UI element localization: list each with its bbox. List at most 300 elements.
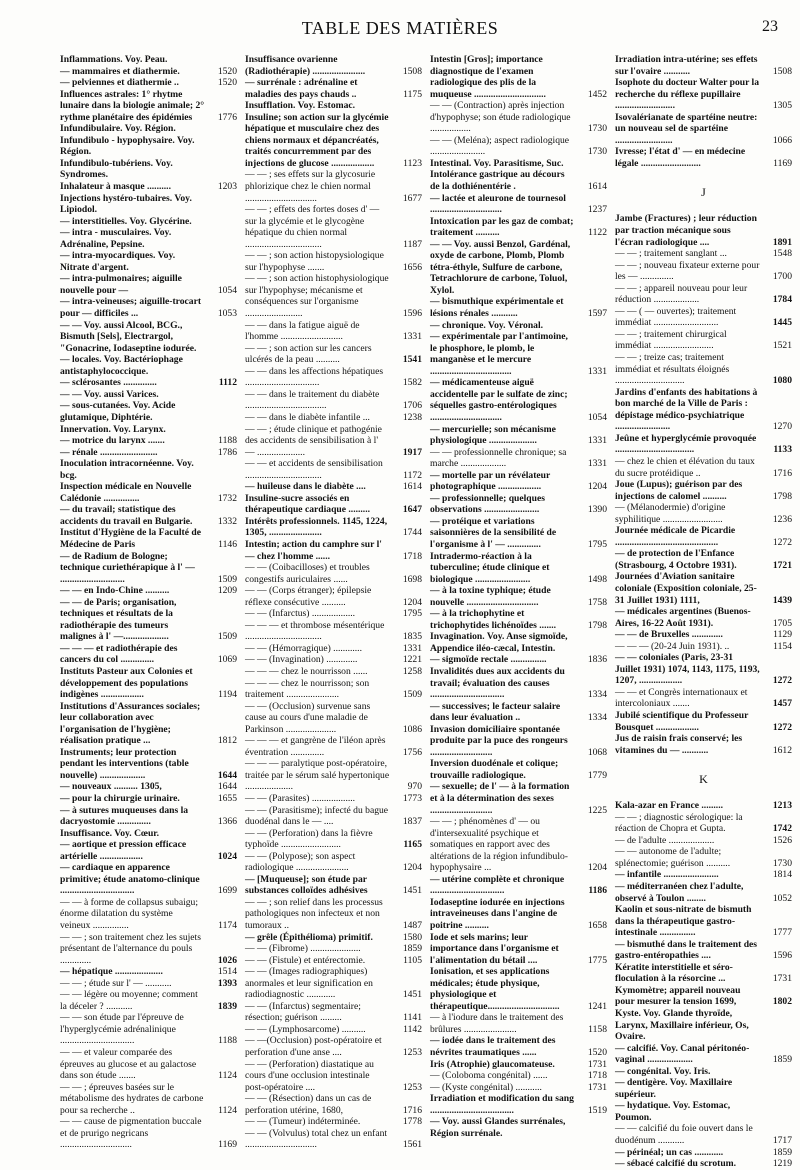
index-entry-page: 1859 — [772, 1146, 792, 1158]
index-entry-text: Insuffisance ovarienne (Radiothérapie) ...................... — [245, 54, 366, 77]
index-entry — [615, 1008, 792, 1043]
index-entry-text: Ionisation, et ses applications médicales; étude physique, physiologique et thérapeutique.............................. — [430, 966, 560, 1012]
index-entry-page: 1272 — [772, 675, 792, 687]
index-entry-page: 1123 — [403, 157, 422, 169]
index-entry — [60, 66, 237, 78]
index-entry-text: — — — (20-24 Juin 1931). .. — [615, 640, 730, 652]
index-entry-text: — — coloniales (Paris, 23-31 Juillet 1931) 1074, 1143, 1175, 1193, 1207, .................. — [615, 652, 760, 687]
index-entry-text: — dentigère. Voy. Maxillaire supérieur. — [615, 1077, 733, 1100]
index-entry — [430, 1070, 607, 1082]
index-entry — [615, 1100, 792, 1123]
index-entry-page: 1859 — [772, 1054, 792, 1066]
index-entry-page: 1698 — [402, 573, 422, 585]
index-entry — [60, 978, 237, 990]
index-entry — [245, 874, 422, 897]
index-entry-text: — sclérosantes .............. — [60, 377, 157, 389]
index-entry — [615, 733, 792, 756]
index-entry-page: 1519 — [587, 1104, 607, 1116]
index-entry — [60, 135, 237, 158]
index-entry-text: — bismuthé dans le traitement des gastro-entéropathies .... — [615, 938, 758, 962]
index-entry-page: 1331 — [587, 365, 607, 377]
index-entry-text: — — — et thrombose mésentérique ................................ — [245, 619, 385, 643]
index-entry-text: — — ; son relief dans les processus pathologiques non infecteux et non tumoraux .. — [245, 896, 383, 932]
index-spacer — [615, 203, 792, 213]
index-entry-text: Kymomètre; appareil nouveau pour mesurer la tension 1699, — [615, 984, 741, 1008]
index-entry-text: — — — chez le nourrisson; son traitement ...................... — [245, 677, 370, 701]
index-entry — [60, 828, 237, 840]
index-entry — [430, 516, 607, 551]
index-entry-page: 1366 — [217, 816, 237, 828]
index-entry-page: 1514 — [217, 966, 237, 978]
index-entry-text: Intérêts professionnels. 1145, 1224, 1305, ...................... — [245, 515, 388, 539]
index-entry-text: — — (Parasites) .................. — [245, 793, 356, 804]
index-entry-page: 1124 — [218, 1104, 237, 1116]
index-entry — [60, 181, 237, 193]
index-entry-page: 1716 — [772, 467, 792, 479]
index-entry-text: — (Coloboma congénital) ...... — [430, 1070, 548, 1082]
index-entry-text: — — — et radiothérapie des cancers du col .............. — [60, 642, 178, 666]
index-entry-text: — — autonome de l'adulte; splénectomie; guérison .......... — [615, 846, 731, 869]
index-entry-page: 1731 — [587, 1058, 607, 1070]
index-entry-text: Inversion duodénale et colique; trouvaille radiologique. — [430, 758, 559, 781]
index-entry-page: 1393 — [217, 977, 237, 989]
index-entry-text: — hépatique .................... — [60, 966, 163, 978]
index-entry — [60, 273, 237, 296]
index-entry — [615, 479, 792, 502]
index-entry-text: Intestin; action du camphre sur l' — chez l'homme ...... — [245, 538, 382, 562]
index-entry-page: 1778 — [402, 1116, 422, 1128]
index-entry — [615, 387, 792, 433]
index-entry-page: 1731 — [587, 1081, 607, 1093]
index-entry-page: 1596 — [402, 308, 422, 320]
index-entry-page: 1716 — [402, 1104, 422, 1116]
index-entry-text: — — dans les affections hépatiques ............................... — [245, 365, 384, 389]
index-entry-page: 1203 — [217, 181, 237, 193]
index-entry-page: 1188 — [218, 435, 237, 447]
index-entry-page: 1124 — [218, 1070, 237, 1082]
index-entry-text: Invasion domiciliaire spontanée produite par la puce des rongeurs .......................... — [430, 723, 568, 758]
index-entry-page: 1069 — [217, 654, 237, 666]
index-entry — [430, 966, 607, 1012]
index-entry — [430, 654, 607, 666]
index-entry-text: Innervation. Voy. Larynx. — [60, 423, 166, 435]
index-entry-text: — locales. Voy. Bactériophage antistaphylococcique. — [60, 354, 183, 377]
index-entry-text: Iris (Atrophie) glaucomateuse. — [430, 1058, 555, 1070]
index-entry — [60, 666, 237, 701]
index-entry — [615, 939, 792, 962]
index-entry-page: 1705 — [772, 617, 792, 629]
index-entry-page: 1175 — [403, 88, 422, 100]
index-entry — [245, 1001, 422, 1024]
index-entry-page: 1272 — [772, 536, 792, 548]
index-entry-text: Institutions d'Assurances sociales; leur collaboration avec l'organisation de l'hygiène; réalisation pratique ... — [60, 700, 201, 747]
index-entry-page: 1509 — [217, 573, 237, 585]
index-entry-text: — — (Images radiographiques) anormales et leur signification en radiodiagnostic ............ — [245, 966, 373, 1001]
index-entry-page: 1773 — [402, 793, 422, 804]
index-entry-page: 1253 — [402, 1081, 422, 1093]
index-entry — [60, 227, 237, 250]
index-entry — [245, 343, 422, 366]
index-entry-page: 1891 — [772, 236, 792, 248]
index-entry-page: 1238 — [402, 411, 422, 423]
index-entry-page: 1521 — [772, 340, 792, 352]
index-entry-page: 1835 — [402, 631, 422, 643]
index-entry-text: — — calcifié du foie ouvert dans le duodénum ........... — [615, 1123, 753, 1147]
index-entry-page: 1451 — [402, 989, 422, 1001]
index-entry — [60, 447, 237, 459]
index-entry-text: Kyste. Voy. Glande thyroïde, Larynx, Maxillaire inférieur, Os, Ovaire. — [615, 1008, 749, 1043]
index-entry — [245, 389, 422, 412]
index-entry-page: 1452 — [587, 88, 607, 100]
index-entry-page: 1158 — [588, 1023, 607, 1035]
index-entry-page: 1656 — [402, 261, 422, 273]
index-entry-text: — — (Tumeur) indéterminée. — [245, 1116, 361, 1128]
index-entry — [615, 812, 792, 835]
index-entry-page: 1786 — [217, 446, 237, 458]
index-entry-text: Inhalateur à masque .......... — [60, 181, 171, 193]
index-entry-page: 1508 — [402, 65, 422, 77]
index-entry-text: — — et valeur comparée des épreuves au glucose et au galactose dans son étude ....... — [60, 1047, 197, 1082]
index-entry-page: 1795 — [587, 538, 607, 550]
index-entry — [245, 608, 422, 620]
index-entry — [245, 654, 422, 666]
index-entry-text: — intra-myocardiques. Voy. Nitrate d'argent. — [60, 250, 176, 273]
index-entry-text: — infantile ....................... — [615, 869, 719, 881]
index-entry-text: — — dans la fatigue aiguë de l'homme .......................... — [245, 319, 360, 343]
index-entry — [245, 481, 422, 493]
index-entry — [430, 158, 607, 170]
index-entry-page: 1699 — [217, 885, 237, 897]
index-entry — [60, 597, 237, 643]
index-entry-page: 1165 — [403, 839, 422, 851]
index-entry — [60, 1047, 237, 1082]
index-entry-text: Inspection médicale en Nouvelle Calédonie ............... — [60, 481, 192, 504]
index-entry-page: 1188 — [218, 1035, 237, 1047]
index-entry-text: — — et Congrès internationaux et intercoloniaux ....... — [615, 686, 748, 710]
index-entry-text: — — (Invagination) ............. — [245, 654, 358, 666]
index-entry-page: 1795 — [402, 608, 422, 620]
index-entry-page: 1644 — [217, 769, 237, 781]
index-entry-text: — — ; son traitement chez les sujets présentant de l'alternance du pouls ............. — [60, 931, 201, 966]
index-entry — [615, 502, 792, 525]
index-entry-page: 1520 — [587, 1047, 607, 1059]
index-entry-text: J — [701, 185, 706, 200]
index-entry-text: Infundibulo - hypophysaire. Voy. Région. — [60, 134, 195, 158]
index-entry-text: Irradiation et modification du sang ................................... — [430, 1093, 574, 1116]
index-entry-text: — — (Contraction) après injection d'hypophyse; son étude radiologique ................. — [430, 100, 571, 135]
index-entry-page: 1174 — [218, 920, 237, 932]
index-entry — [245, 678, 422, 701]
index-entry-text: Invagination. Voy. Anse sigmoïde, Appendice iléo-cæcal, Intestin. — [430, 631, 568, 654]
index-entry-text: — iodée dans le traitement des névrites traumatiques ...... — [430, 1035, 556, 1059]
index-entry — [60, 77, 237, 89]
index-entry-page: 1204 — [402, 596, 422, 608]
index-entry-text: — — dans le traitement du diabète .................................. — [245, 388, 380, 412]
index-entry-text: Intoxication par les gaz de combat; traitement .......... — [430, 215, 574, 239]
index-entry — [430, 1116, 607, 1139]
index-entry-page: 1237 — [587, 204, 607, 216]
index-entry-text: — — ; traitement chirurgical immédiat ......................... — [615, 328, 727, 352]
index-entry-text: — intra-pulmonaires; aiguille nouvelle pour — — [60, 273, 182, 296]
index-entry-page: 1024 — [217, 850, 237, 862]
index-entry — [430, 1035, 607, 1058]
index-entry-page: 1487 — [402, 920, 422, 932]
index-entry-text: — — (Volvulus) total chez un enfant .............................. — [245, 1127, 388, 1151]
index-entry — [60, 193, 237, 216]
index-entry — [245, 458, 422, 481]
index-entry-page: 1331 — [587, 458, 607, 470]
index-entry — [60, 781, 237, 793]
index-entry-text: — expérimentale par l'antimoine, le phosphore, le plomb, le manganèse et le mercure .................................. — [430, 331, 568, 377]
index-entry-page: 1204 — [587, 481, 607, 493]
index-entry — [615, 800, 792, 812]
index-entry-text: Intradermo-réaction à la tuberculine; étude clinique et biologique ....................... — [430, 550, 550, 585]
index-entry-text: Insufflation. Voy. Estomac. — [245, 100, 356, 112]
index-entry-page: 1141 — [403, 1012, 422, 1024]
index-column-3 — [430, 54, 607, 1139]
index-entry — [615, 1158, 792, 1170]
index-entry-text: Infundibulaire. Voy. Région. — [60, 123, 176, 135]
index-entry — [615, 112, 792, 147]
index-entry-text: — lactée et aleurone de tournesol .............................. — [430, 192, 566, 216]
index-entry-page: 1798 — [587, 619, 607, 631]
index-entry-page: 1225 — [587, 804, 607, 816]
index-entry-text: — à sutures muqueuses dans la dacryostomie .............. — [60, 804, 189, 828]
index-entry — [430, 701, 607, 724]
index-entry — [615, 985, 792, 1008]
index-entry-page: 1779 — [587, 769, 607, 781]
index-entry — [60, 504, 237, 527]
index-entry-text: — médicales argentines (Buenos-Aires, 16-22 Août 1931). — [615, 606, 751, 629]
index-entry — [60, 389, 237, 401]
index-entry — [615, 606, 792, 629]
index-entry-text: — grêle (Épithélioma) primitif. — [245, 931, 373, 943]
index-entry — [615, 641, 792, 653]
index-entry-page: 1457 — [772, 698, 792, 710]
index-entry-text: Jambe (Fractures) ; leur réduction par traction mécanique sous l'écran radiologique .... — [615, 213, 757, 248]
index-entry-text: — — ; traitement sanglant ... — [615, 248, 727, 260]
index-entry-text: Isovalérianate de spartéine neutre: un nouveau sel de spartéine ........................ — [615, 111, 758, 146]
index-entry-page: 1129 — [773, 629, 792, 641]
index-entry-text: — mortelle par un révélateur photographique .................. — [430, 469, 551, 493]
index-entry — [430, 135, 607, 158]
index-entry — [245, 539, 422, 562]
index-entry-page: 1154 — [773, 640, 792, 652]
index-entry-page: 1730 — [587, 146, 607, 158]
index-entry-text: — — professionnelle chronique; sa marche ................... — [430, 446, 567, 470]
index-entry-text: — sous-cutanées. Voy. Acide glutamique, Diphtérie. — [60, 400, 176, 423]
index-entry — [60, 54, 237, 66]
index-entry-text: — — légère ou moyenne; comment la déceler ? ........... — [60, 989, 198, 1012]
index-entry-text: — (Kyste congénital) ........... — [430, 1081, 542, 1093]
index-entry-text: — (Mélanodermie) d'origine syphilitique ......................... — [615, 502, 726, 525]
index-entry-text: Jardins d'enfants des habitations à bon marché de la Ville de Paris : dépistage médico-psychiatrique ....................... — [615, 386, 758, 433]
index-entry-text: — pelviennes et diathermie .. — [60, 77, 179, 89]
index-entry — [60, 862, 237, 897]
index-entry — [245, 735, 422, 758]
index-entry-page: 1812 — [217, 735, 237, 747]
index-entry — [60, 1082, 237, 1117]
index-entry-page: 1836 — [587, 654, 607, 666]
index-entry — [430, 1082, 607, 1094]
index-entry — [430, 724, 607, 759]
index-entry-text: — à l'iodure dans le traitement des brûlures ...................... — [430, 1012, 564, 1035]
index-entry — [615, 629, 792, 641]
index-entry-text: Jus de raisin frais conservé; les vitamines du — ........... — [615, 733, 743, 756]
index-entry-page: 1732 — [217, 492, 237, 504]
index-spacer — [615, 756, 792, 766]
index-entry-page: 1169 — [218, 1139, 237, 1151]
index-entry-text: Intestinal. Voy. Parasitisme, Suc. — [430, 157, 564, 169]
index-entry — [245, 932, 422, 944]
index-entry-page: 1721 — [772, 559, 792, 571]
index-entry-text: — congénital. Voy. Iris. — [615, 1065, 711, 1077]
index-entry-text: — — ; son action histophysiologique sur l'hypophyse; mécanisme et conséquences sur l'organisme ........................ — [245, 273, 389, 320]
index-entry-page: 1526 — [772, 834, 792, 846]
index-entry-page: 1334 — [587, 712, 607, 724]
index-entry-text: — — (Fistule) et entérectomie. — [245, 954, 366, 966]
index-entry — [60, 481, 237, 504]
index-entry-page: 1756 — [402, 746, 422, 758]
index-entry-page: 1054 — [217, 284, 237, 296]
index-entry-page: 1209 — [217, 585, 237, 597]
index-entry — [60, 989, 237, 1012]
index-entry — [615, 77, 792, 112]
index-entry-page: 1784 — [772, 294, 792, 306]
index-entry-text: — — Voy. aussi Benzol, Gardénal, oxyde de carbone, Plomb, Plomb tétra-éthyle, Sulfure de carbone, Tetrachlorure de carbone, Toluol, Xylol. — [430, 238, 571, 296]
index-entry — [60, 527, 237, 550]
index-entry — [245, 966, 422, 1001]
index-entry-text: Kaolin et sous-nitrate de bismuth dans la thérapeutique gastro-intestinale ............... — [615, 904, 752, 939]
index-entry-text: Insuffisance. Voy. Cœur. — [60, 827, 160, 839]
index-entry-page: 1331 — [402, 642, 422, 654]
index-entry-text: — périnéal; un cas ............ — [615, 1146, 724, 1158]
index-entry-text: — hydatique. Voy. Estomac, Poumon. — [615, 1100, 731, 1123]
index-entry-text: — — (Infarctus) segmentaire; résection; guérison ......... — [245, 1000, 361, 1024]
index-entry-text: — — (Hémorragique) ............ — [245, 642, 362, 654]
index-entry-text: Intestin [Gros]; importance diagnostique de l'examen radiologique des plis de la muqueuse .............................. — [430, 54, 546, 100]
index-entry-page: 1068 — [587, 746, 607, 758]
index-entry — [615, 433, 792, 456]
index-entry-text: — interstitielles. Voy. Glycérine. — [60, 215, 192, 227]
index-entry-page: 1509 — [402, 689, 422, 701]
index-entry-page: 1439 — [772, 594, 792, 606]
index-entry-text: — surrénale : adrénaline et maladies des pays chauds .. — [245, 77, 358, 100]
index-entry-text: — cardiaque en apparence primitive; étude anatomo-clinique ............................... — [60, 862, 200, 897]
index-entry-text: — — (Occlusion) survenue sans cause au cours d'une maladie de Parkinson ..................... — [245, 700, 371, 735]
index-entry-text: — — de Paris; organisation, techniques et résultats de la radiothérapie des tumeurs malignes à l' —................... — [60, 596, 177, 643]
index-entry — [615, 525, 792, 548]
index-entry-text: — — (Polypose); son aspect radiologique ...................... — [245, 850, 356, 874]
index-entry — [615, 329, 792, 352]
index-letter-heading — [615, 770, 792, 788]
index-entry-page: 1541 — [402, 354, 422, 366]
index-entry — [430, 932, 607, 967]
index-entry-page: 1700 — [772, 271, 792, 283]
index-entry — [430, 897, 607, 932]
index-entry — [615, 1123, 792, 1146]
index-entry-text: Influences astrales: 1° rhytme lunaire dans la biologie animale; 2° rythme planétaire des épidémies — [60, 88, 205, 123]
index-entry — [245, 955, 422, 967]
index-entry-page: 1451 — [402, 885, 422, 897]
index-entry-page: 1777 — [772, 927, 792, 939]
index-entry — [430, 470, 607, 493]
index-entry — [245, 643, 422, 655]
index-entry — [430, 296, 607, 319]
index-entry-text: Isophote du docteur Walter pour la recherche du réflexe pupillaire ......................... — [615, 77, 760, 112]
index-entry-text: — mercurielle; son mécanisme physiologique .................... — [430, 423, 556, 447]
index-entry-text: — — ; ses effets sur la glycosurie phlorizique chez le chien normal .............................. — [245, 169, 376, 204]
index-entry — [60, 701, 237, 747]
index-entry-page: 1066 — [772, 134, 792, 146]
index-entry — [60, 250, 237, 273]
index-entry — [60, 966, 237, 978]
index-entry-page: 1445 — [772, 317, 792, 329]
index-entry-text: — — (Infarctus) .................. — [245, 608, 356, 620]
index-entry-page: 1839 — [217, 1000, 237, 1012]
index-entry — [430, 447, 607, 470]
index-entry-text: — méditerranéen chez l'adulte, observé à Toulon ........ — [615, 881, 744, 904]
index-entry — [615, 869, 792, 881]
index-entry-page: 1213 — [772, 800, 792, 812]
index-entry-text: — — ; son action histopysiologique sur l'hypophyse ....... — [245, 250, 384, 273]
index-entry-page: 1597 — [587, 308, 607, 320]
index-entry-text: Invalidités dues aux accidents du travail; évaluation des causes ............................... — [430, 665, 565, 701]
index-entry — [430, 169, 607, 192]
index-entry-text: Jeûne et hyperglycémie provoquée ................................. — [615, 432, 757, 456]
index-entry-text: — — ( — ouvertes); traitement immédiat ........................... — [615, 305, 737, 329]
index-entry-page: 1520 — [217, 77, 237, 89]
index-entry — [430, 216, 607, 239]
index-entry-text: — — (Résection) dans un cas de perforation utérine, 1680, — [245, 1093, 372, 1116]
index-entry-page: 1776 — [217, 111, 237, 123]
index-entry-page: 1334 — [587, 689, 607, 701]
index-entry — [430, 758, 607, 781]
index-entry-text: Infundibulo-tubériens. Voy. Syndromes. — [60, 157, 173, 181]
index-entry — [245, 100, 422, 112]
index-entry-page: 1204 — [587, 862, 607, 874]
index-entry-text: K — [699, 772, 708, 787]
index-entry-page: 1580 — [402, 931, 422, 943]
index-entry-text: — huileuse dans le diabète .... — [245, 481, 366, 493]
index-entry-page: 1614 — [587, 181, 607, 193]
index-entry-page: 970 — [407, 781, 422, 793]
page-number: 23 — [762, 18, 778, 35]
index-entry — [245, 1059, 422, 1094]
index-entry-page: 1331 — [402, 331, 422, 343]
index-entry — [430, 239, 607, 297]
index-entry — [245, 273, 422, 319]
index-entry — [430, 193, 607, 216]
index-entry-page: 1498 — [587, 573, 607, 585]
index-entry-text: — à la trichophytine et trichophytides lichénoïdes ....... — [430, 608, 557, 631]
index-entry — [60, 793, 237, 805]
index-entry-text: — — ; treize cas; traitement immédiat et résultats éloignés ............................. — [615, 352, 730, 387]
index-entry — [615, 283, 792, 306]
index-entry-text: — — ; nouveau fixateur externe pour les — .............. — [615, 259, 760, 283]
index-entry-page: 1194 — [218, 689, 237, 701]
index-entry — [245, 1035, 422, 1058]
index-entry — [60, 551, 237, 586]
index-entry — [60, 435, 237, 447]
index-entry-text: — — dans le diabète infantile ... — [245, 411, 370, 423]
index-entry-text: Joue (Lupus); guérison par des injections de calomel .......... — [615, 479, 743, 502]
index-entry — [245, 620, 422, 643]
index-entry-text: — Voy. aussi Glandes surrénales, Région surrénale. — [430, 1116, 566, 1139]
index-entry-page: 1331 — [587, 435, 607, 447]
index-entry-text: Intolérance gastrique au décours de la dothiénentérie . — [430, 169, 565, 193]
index-entry — [615, 213, 792, 248]
